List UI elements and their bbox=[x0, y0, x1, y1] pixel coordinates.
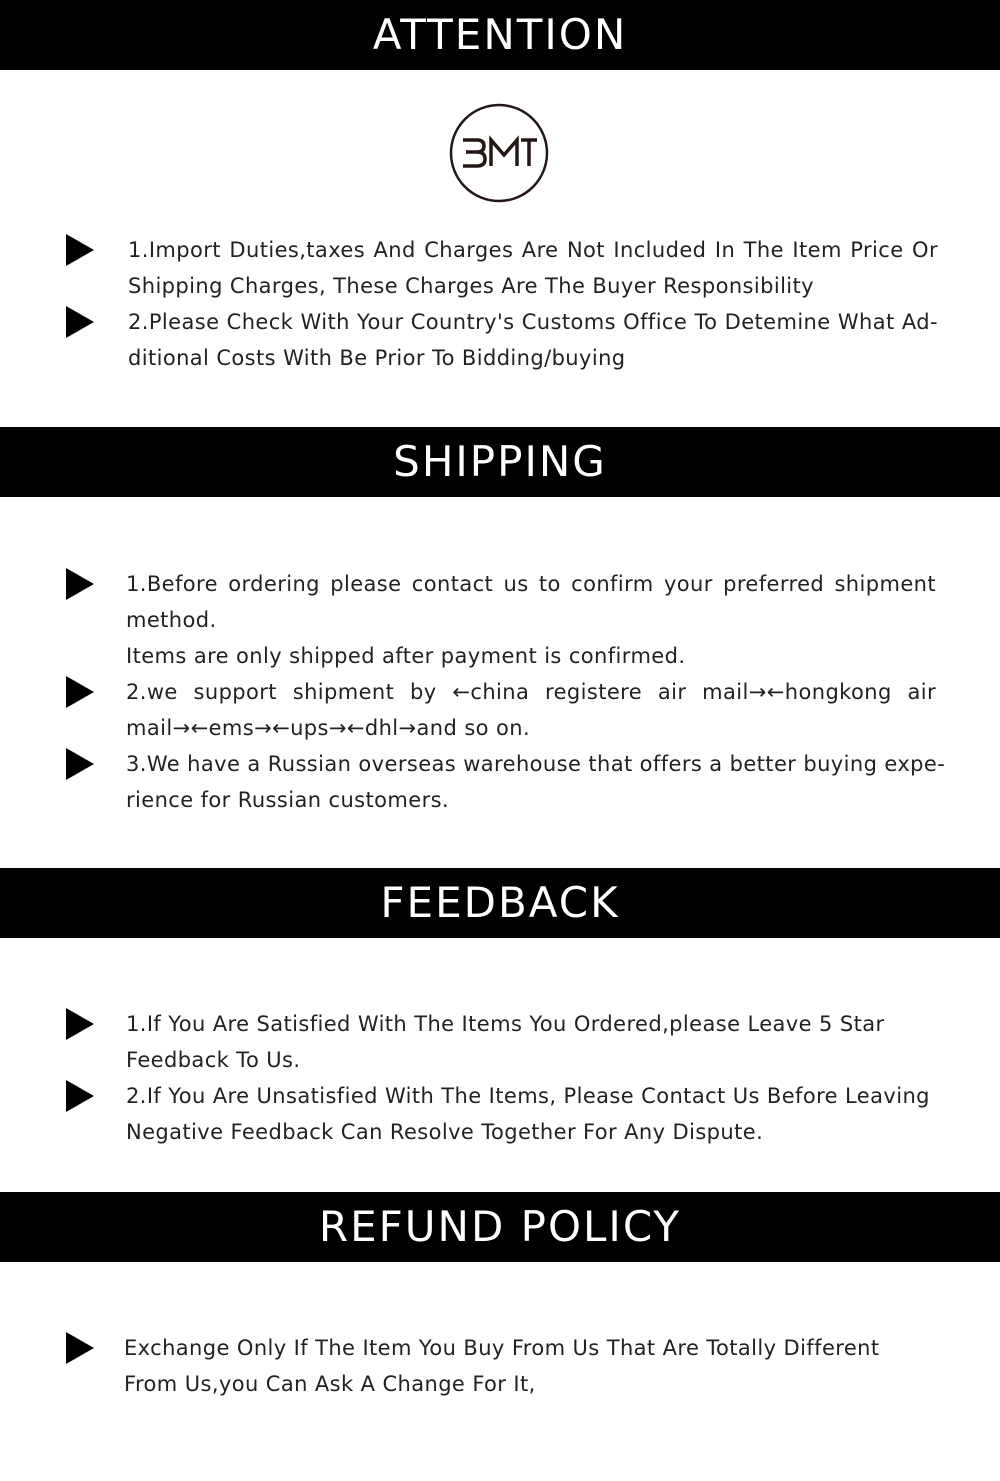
triangle-bullet-icon bbox=[66, 1332, 94, 1364]
feedback-banner bbox=[0, 868, 1000, 938]
text-line: 3.We have a Russian overseas warehouse that offers a better buying expe- bbox=[126, 752, 946, 776]
shipping-item-2-text bbox=[126, 674, 936, 746]
triangle-bullet-icon bbox=[66, 234, 94, 266]
text-line: Shipping Charges, These Charges Are The Buyer Responsibility bbox=[128, 274, 815, 298]
text-line: Exchange Only If The Item You Buy From Us That Are Totally Different bbox=[124, 1336, 880, 1360]
feedback-title: FEEDBACK bbox=[380, 878, 620, 927]
shipping-banner bbox=[0, 427, 1000, 497]
shipping-item-3-text bbox=[126, 746, 946, 818]
refund-item-1-text bbox=[124, 1330, 934, 1402]
attention-item-1-text bbox=[128, 232, 938, 304]
shipping-title: SHIPPING bbox=[393, 437, 607, 486]
text-line: 1.Import Duties,taxes And Charges Are Not Included In The Item Price Or bbox=[128, 238, 938, 262]
attention-banner bbox=[0, 0, 1000, 70]
feedback-item-1-text bbox=[126, 1006, 936, 1078]
text-line: From Us,you Can Ask A Change For It, bbox=[124, 1372, 536, 1396]
triangle-bullet-icon bbox=[66, 748, 94, 780]
attention-title: ATTENTION bbox=[372, 10, 628, 59]
text-line: 1.Before ordering please contact us to confirm your preferred shipment bbox=[126, 572, 936, 596]
text-line: Items are only shipped after payment is confirmed. bbox=[126, 644, 686, 668]
triangle-bullet-icon bbox=[66, 676, 94, 708]
brand-logo bbox=[449, 103, 549, 203]
refund-title: REFUND POLICY bbox=[318, 1202, 682, 1251]
triangle-bullet-icon bbox=[66, 306, 94, 338]
attention-item-2-text bbox=[128, 304, 938, 376]
shipping-item-1-text bbox=[126, 566, 936, 674]
bmt-logo-icon bbox=[449, 103, 549, 203]
text-line: 1.If You Are Satisfied With The Items You Ordered,please Leave 5 Star bbox=[126, 1012, 885, 1036]
feedback-item-2-text bbox=[126, 1078, 936, 1150]
text-line: rience for Russian customers. bbox=[126, 788, 450, 812]
text-line: 2.we support shipment by ←china registere air mail→←hongkong air bbox=[126, 680, 936, 704]
text-line: 2.If You Are Unsatisfied With The Items, Please Contact Us Before Leaving bbox=[126, 1084, 930, 1108]
triangle-bullet-icon bbox=[66, 1080, 94, 1112]
triangle-bullet-icon bbox=[66, 568, 94, 600]
text-line: 2.Please Check With Your Country's Customs Office To Detemine What Ad- bbox=[128, 310, 938, 334]
text-line: mail→←ems→←ups→←dhl→and so on. bbox=[126, 716, 531, 740]
text-line: method. bbox=[126, 608, 217, 632]
refund-banner bbox=[0, 1192, 1000, 1262]
text-line: Negative Feedback Can Resolve Together For Any Dispute. bbox=[126, 1120, 764, 1144]
text-line: Feedback To Us. bbox=[126, 1048, 301, 1072]
triangle-bullet-icon bbox=[66, 1008, 94, 1040]
text-line: ditional Costs With Be Prior To Bidding/buying bbox=[128, 346, 626, 370]
